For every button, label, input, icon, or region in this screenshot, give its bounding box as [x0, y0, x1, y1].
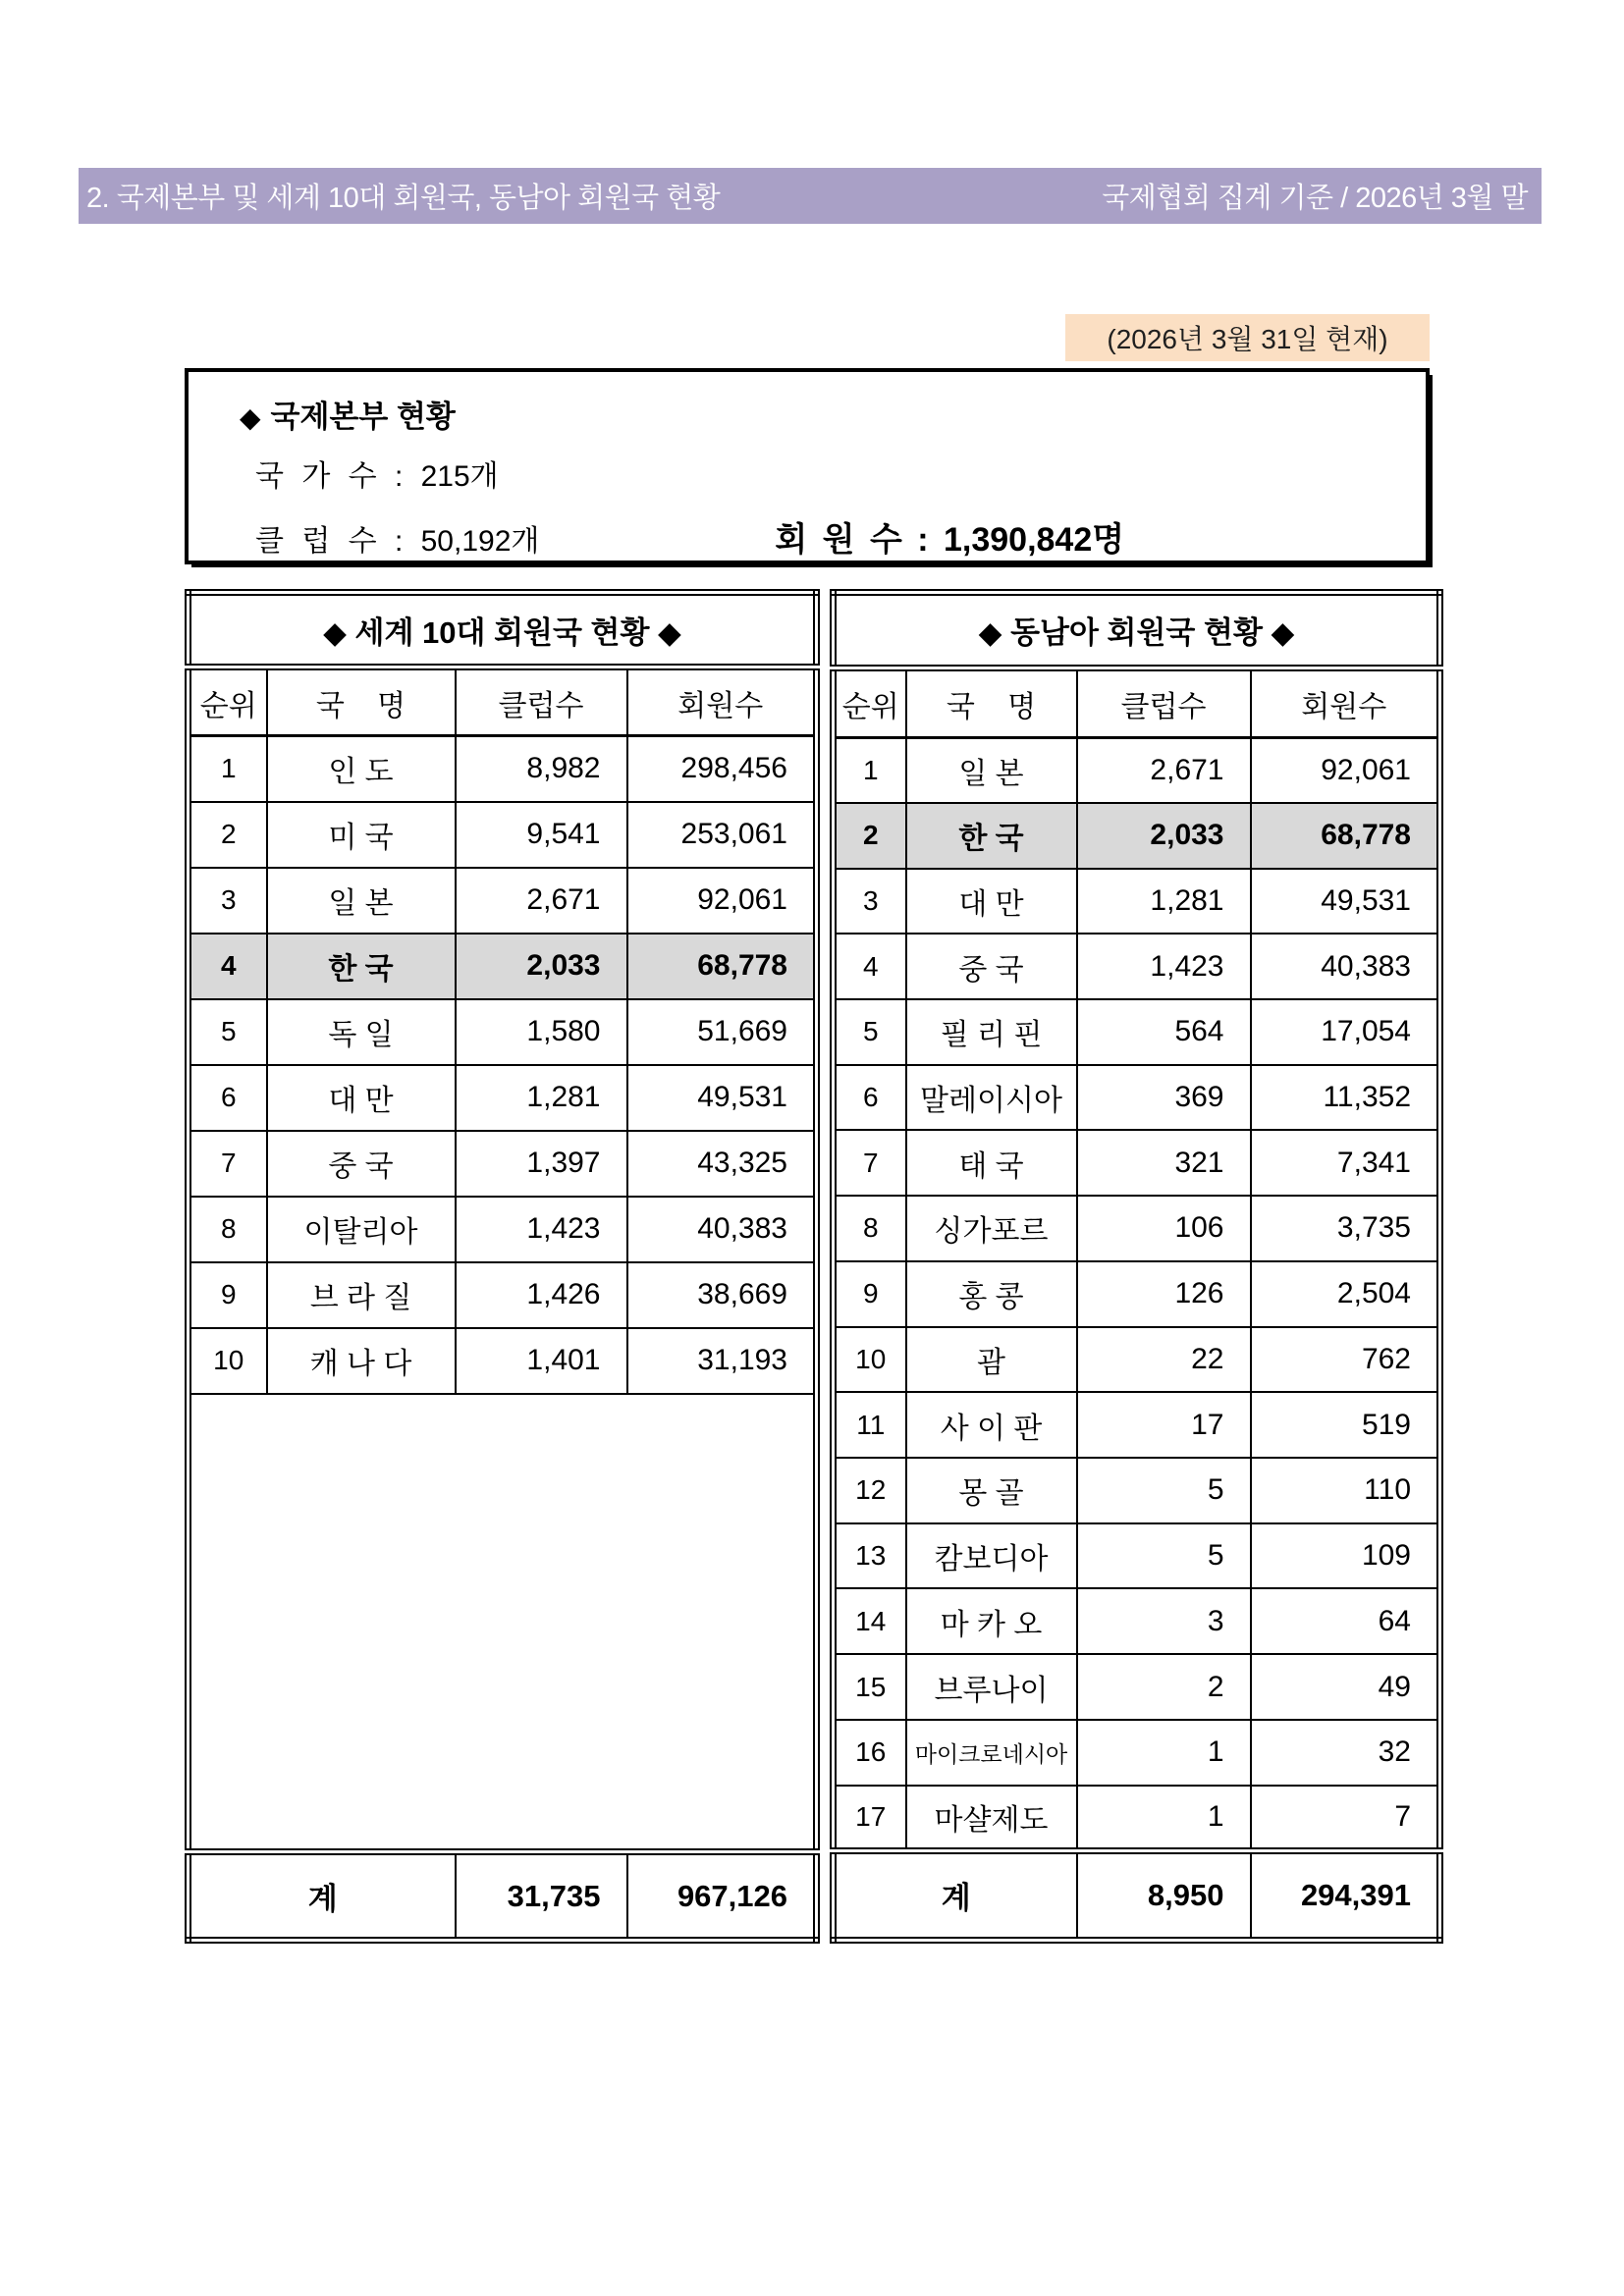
- rank-cell: 6: [189, 1065, 267, 1131]
- total-members-cell: 294,391: [1251, 1850, 1440, 1940]
- country-cell: 독 일: [267, 999, 456, 1065]
- members-value-cell: 109: [1251, 1523, 1440, 1589]
- clubs-value-cell: 2: [1077, 1654, 1251, 1720]
- table-row: [834, 593, 1440, 668]
- total-clubs-cell: 31,735: [456, 1852, 627, 1941]
- clubs-value-cell: 8,982: [456, 736, 627, 802]
- col-country: 국 명: [267, 667, 456, 736]
- clubs-value-cell: 106: [1077, 1196, 1251, 1261]
- members-value-cell: 49: [1251, 1654, 1440, 1720]
- table-row: [834, 1654, 1440, 1720]
- table-title: ◆ 세계 10대 회원국 현황 ◆: [189, 593, 817, 667]
- empty-filler-cell: [189, 1394, 817, 1852]
- rank-cell: 9: [834, 1261, 906, 1327]
- table-row: [834, 1261, 1440, 1327]
- clubs-value-cell: 22: [1077, 1327, 1251, 1393]
- table-row: [189, 1852, 817, 1941]
- country-cell: 대 만: [906, 869, 1077, 934]
- country-cell: 대 만: [267, 1065, 456, 1131]
- rank-cell: 5: [834, 999, 906, 1065]
- country-cell: 한 국: [267, 934, 456, 999]
- clubs-value-cell: 1,397: [456, 1131, 627, 1197]
- members-value-cell: 40,383: [1251, 934, 1440, 999]
- clubs-value-cell: 1,281: [456, 1065, 627, 1131]
- members-value-cell: 92,061: [627, 868, 817, 934]
- clubs-value-cell: 564: [1077, 999, 1251, 1065]
- clubs-value-cell: 321: [1077, 1130, 1251, 1196]
- hq-clubs-value: 클 럽 수 : 50,192개: [255, 525, 540, 558]
- col-members: 회원수: [627, 667, 817, 736]
- members-value-cell: 51,669: [627, 999, 817, 1065]
- clubs-value-cell: 5: [1077, 1523, 1251, 1589]
- hq-countries-line: 국 가 수 : 215개: [255, 460, 499, 493]
- country-cell: 캄보디아: [906, 1523, 1077, 1589]
- clubs-value-cell: 3: [1077, 1588, 1251, 1654]
- country-cell: 필 리 핀: [906, 999, 1077, 1065]
- country-cell: 태 국: [906, 1130, 1077, 1196]
- members-value-cell: 32: [1251, 1720, 1440, 1786]
- table-row: [834, 999, 1440, 1065]
- clubs-value-cell: 9,541: [456, 802, 627, 868]
- col-members: 회원수: [1251, 667, 1440, 737]
- members-value-cell: 64: [1251, 1588, 1440, 1654]
- total-label-cell: 계: [189, 1852, 456, 1941]
- clubs-value-cell: 1: [1077, 1786, 1251, 1851]
- country-cell: 중 국: [267, 1131, 456, 1197]
- rank-cell: 7: [834, 1130, 906, 1196]
- rank-cell: 11: [834, 1392, 906, 1458]
- table-row: [834, 869, 1440, 934]
- members-value-cell: 2,504: [1251, 1261, 1440, 1327]
- rank-cell: 8: [189, 1197, 267, 1262]
- members-value-cell: 110: [1251, 1458, 1440, 1523]
- clubs-value-cell: 5: [1077, 1458, 1251, 1523]
- country-cell: 인 도: [267, 736, 456, 802]
- clubs-value-cell: 369: [1077, 1065, 1251, 1131]
- clubs-value-cell: 1,426: [456, 1262, 627, 1328]
- table-row: [189, 667, 817, 736]
- total-members-cell: 967,126: [627, 1852, 817, 1941]
- rank-cell: 4: [189, 934, 267, 999]
- rank-cell: 12: [834, 1458, 906, 1523]
- rank-cell: 10: [834, 1327, 906, 1393]
- hq-summary-title: [240, 392, 1426, 436]
- rank-cell: 17: [834, 1786, 906, 1851]
- table-row: [189, 934, 817, 999]
- section-header-note: 국제협회 집계 기준 / 2026년 3월 말: [1102, 183, 1528, 214]
- members-value-cell: 7,341: [1251, 1130, 1440, 1196]
- clubs-value-cell: 2,671: [456, 868, 627, 934]
- clubs-value-cell: 126: [1077, 1261, 1251, 1327]
- table-row: [189, 593, 817, 667]
- clubs-value-cell: 17: [1077, 1392, 1251, 1458]
- clubs-value-cell: 1,580: [456, 999, 627, 1065]
- world-top10-table: [185, 589, 820, 1944]
- table-row: [834, 1327, 1440, 1393]
- rank-cell: 5: [189, 999, 267, 1065]
- members-value-cell: 43,325: [627, 1131, 817, 1197]
- members-value-cell: 298,456: [627, 736, 817, 802]
- clubs-value-cell: 1,281: [1077, 869, 1251, 934]
- country-cell: 사 이 판: [906, 1392, 1077, 1458]
- rank-cell: 6: [834, 1065, 906, 1131]
- table-row: [189, 1065, 817, 1131]
- hq-clubs-members-line: [240, 512, 1426, 561]
- clubs-value-cell: 2,033: [1077, 803, 1251, 869]
- country-cell: 말레이시아: [906, 1065, 1077, 1131]
- table-row: [834, 1850, 1440, 1940]
- members-value-cell: 68,778: [627, 934, 817, 999]
- as-of-date-label: (2026년 3월 31일 현재): [1065, 314, 1430, 361]
- table-row: [189, 1394, 817, 1852]
- southeast-asia-table: [830, 589, 1443, 1944]
- rank-cell: 4: [834, 934, 906, 999]
- table-row: [834, 1588, 1440, 1654]
- diamond-bullet-icon: ◆: [240, 402, 261, 433]
- table-row: [834, 803, 1440, 869]
- rank-cell: 14: [834, 1588, 906, 1654]
- country-cell: 이탈리아: [267, 1197, 456, 1262]
- table-row: [834, 667, 1440, 737]
- rank-cell: 8: [834, 1196, 906, 1261]
- rank-cell: 2: [834, 803, 906, 869]
- table-row: [834, 1458, 1440, 1523]
- country-cell: 괌: [906, 1327, 1077, 1393]
- clubs-value-cell: 1: [1077, 1720, 1251, 1786]
- table-row: [834, 1130, 1440, 1196]
- table-row: [834, 1392, 1440, 1458]
- country-cell: 미 국: [267, 802, 456, 868]
- country-cell: 중 국: [906, 934, 1077, 999]
- table-row: [189, 1262, 817, 1328]
- clubs-value-cell: 1,423: [1077, 934, 1251, 999]
- country-cell: 홍 콩: [906, 1261, 1077, 1327]
- clubs-value-cell: 2,671: [1077, 737, 1251, 803]
- country-cell: 캐 나 다: [267, 1328, 456, 1394]
- members-value-cell: 3,735: [1251, 1196, 1440, 1261]
- country-cell: 마샬제도: [906, 1786, 1077, 1851]
- country-cell: 싱가포르: [906, 1196, 1077, 1261]
- table-row: [189, 1197, 817, 1262]
- col-clubs: 클럽수: [456, 667, 627, 736]
- table-row: [189, 868, 817, 934]
- table-title: ◆ 동남아 회원국 현황 ◆: [834, 593, 1440, 668]
- country-cell: 마이크로네시아: [906, 1720, 1077, 1786]
- table-row: [834, 1523, 1440, 1589]
- members-value-cell: 762: [1251, 1327, 1440, 1393]
- country-cell: 일 본: [267, 868, 456, 934]
- country-cell: 몽 골: [906, 1458, 1077, 1523]
- section-header-bar: [79, 168, 1542, 224]
- table-row: [834, 1196, 1440, 1261]
- clubs-value-cell: 2,033: [456, 934, 627, 999]
- table-row: [189, 1131, 817, 1197]
- country-cell: 한 국: [906, 803, 1077, 869]
- table-row: [189, 999, 817, 1065]
- total-clubs-cell: 8,950: [1077, 1850, 1251, 1940]
- rank-cell: 2: [189, 802, 267, 868]
- col-country: 국 명: [906, 667, 1077, 737]
- members-value-cell: 7: [1251, 1786, 1440, 1851]
- total-label-cell: 계: [834, 1850, 1077, 1940]
- rank-cell: 7: [189, 1131, 267, 1197]
- table-row: [834, 934, 1440, 999]
- members-value-cell: 31,193: [627, 1328, 817, 1394]
- country-cell: 마 카 오: [906, 1588, 1077, 1654]
- col-rank: 순위: [834, 667, 906, 737]
- members-value-cell: 11,352: [1251, 1065, 1440, 1131]
- table-row: [189, 1328, 817, 1394]
- clubs-value-cell: 1,423: [456, 1197, 627, 1262]
- rank-cell: 15: [834, 1654, 906, 1720]
- table-row: [189, 802, 817, 868]
- rank-cell: 3: [189, 868, 267, 934]
- col-rank: 순위: [189, 667, 267, 736]
- hq-title-text: 국제본부 현황: [270, 400, 456, 434]
- section-title: 2. 국제본부 및 세계 10대 회원국, 동남아 회원국 현황: [86, 183, 721, 214]
- table-row: [834, 1065, 1440, 1131]
- members-value-cell: 253,061: [627, 802, 817, 868]
- members-value-cell: 92,061: [1251, 737, 1440, 803]
- members-value-cell: 17,054: [1251, 999, 1440, 1065]
- country-cell: 브 라 질: [267, 1262, 456, 1328]
- members-value-cell: 49,531: [627, 1065, 817, 1131]
- table-row: [834, 1786, 1440, 1851]
- hq-members-value: 회 원 수 : 1,390,842명: [775, 521, 1125, 559]
- hq-summary-box: [185, 368, 1430, 564]
- members-value-cell: 519: [1251, 1392, 1440, 1458]
- country-cell: 브루나이: [906, 1654, 1077, 1720]
- clubs-value-cell: 1,401: [456, 1328, 627, 1394]
- rank-cell: 13: [834, 1523, 906, 1589]
- members-value-cell: 49,531: [1251, 869, 1440, 934]
- table-row: [834, 737, 1440, 803]
- col-clubs: 클럽수: [1077, 667, 1251, 737]
- members-value-cell: 38,669: [627, 1262, 817, 1328]
- rank-cell: 1: [189, 736, 267, 802]
- rank-cell: 16: [834, 1720, 906, 1786]
- tables-section: [185, 589, 1443, 1944]
- rank-cell: 3: [834, 869, 906, 934]
- rank-cell: 1: [834, 737, 906, 803]
- table-row: [189, 736, 817, 802]
- country-cell: 일 본: [906, 737, 1077, 803]
- members-value-cell: 68,778: [1251, 803, 1440, 869]
- rank-cell: 10: [189, 1328, 267, 1394]
- rank-cell: 9: [189, 1262, 267, 1328]
- table-row: [834, 1720, 1440, 1786]
- members-value-cell: 40,383: [627, 1197, 817, 1262]
